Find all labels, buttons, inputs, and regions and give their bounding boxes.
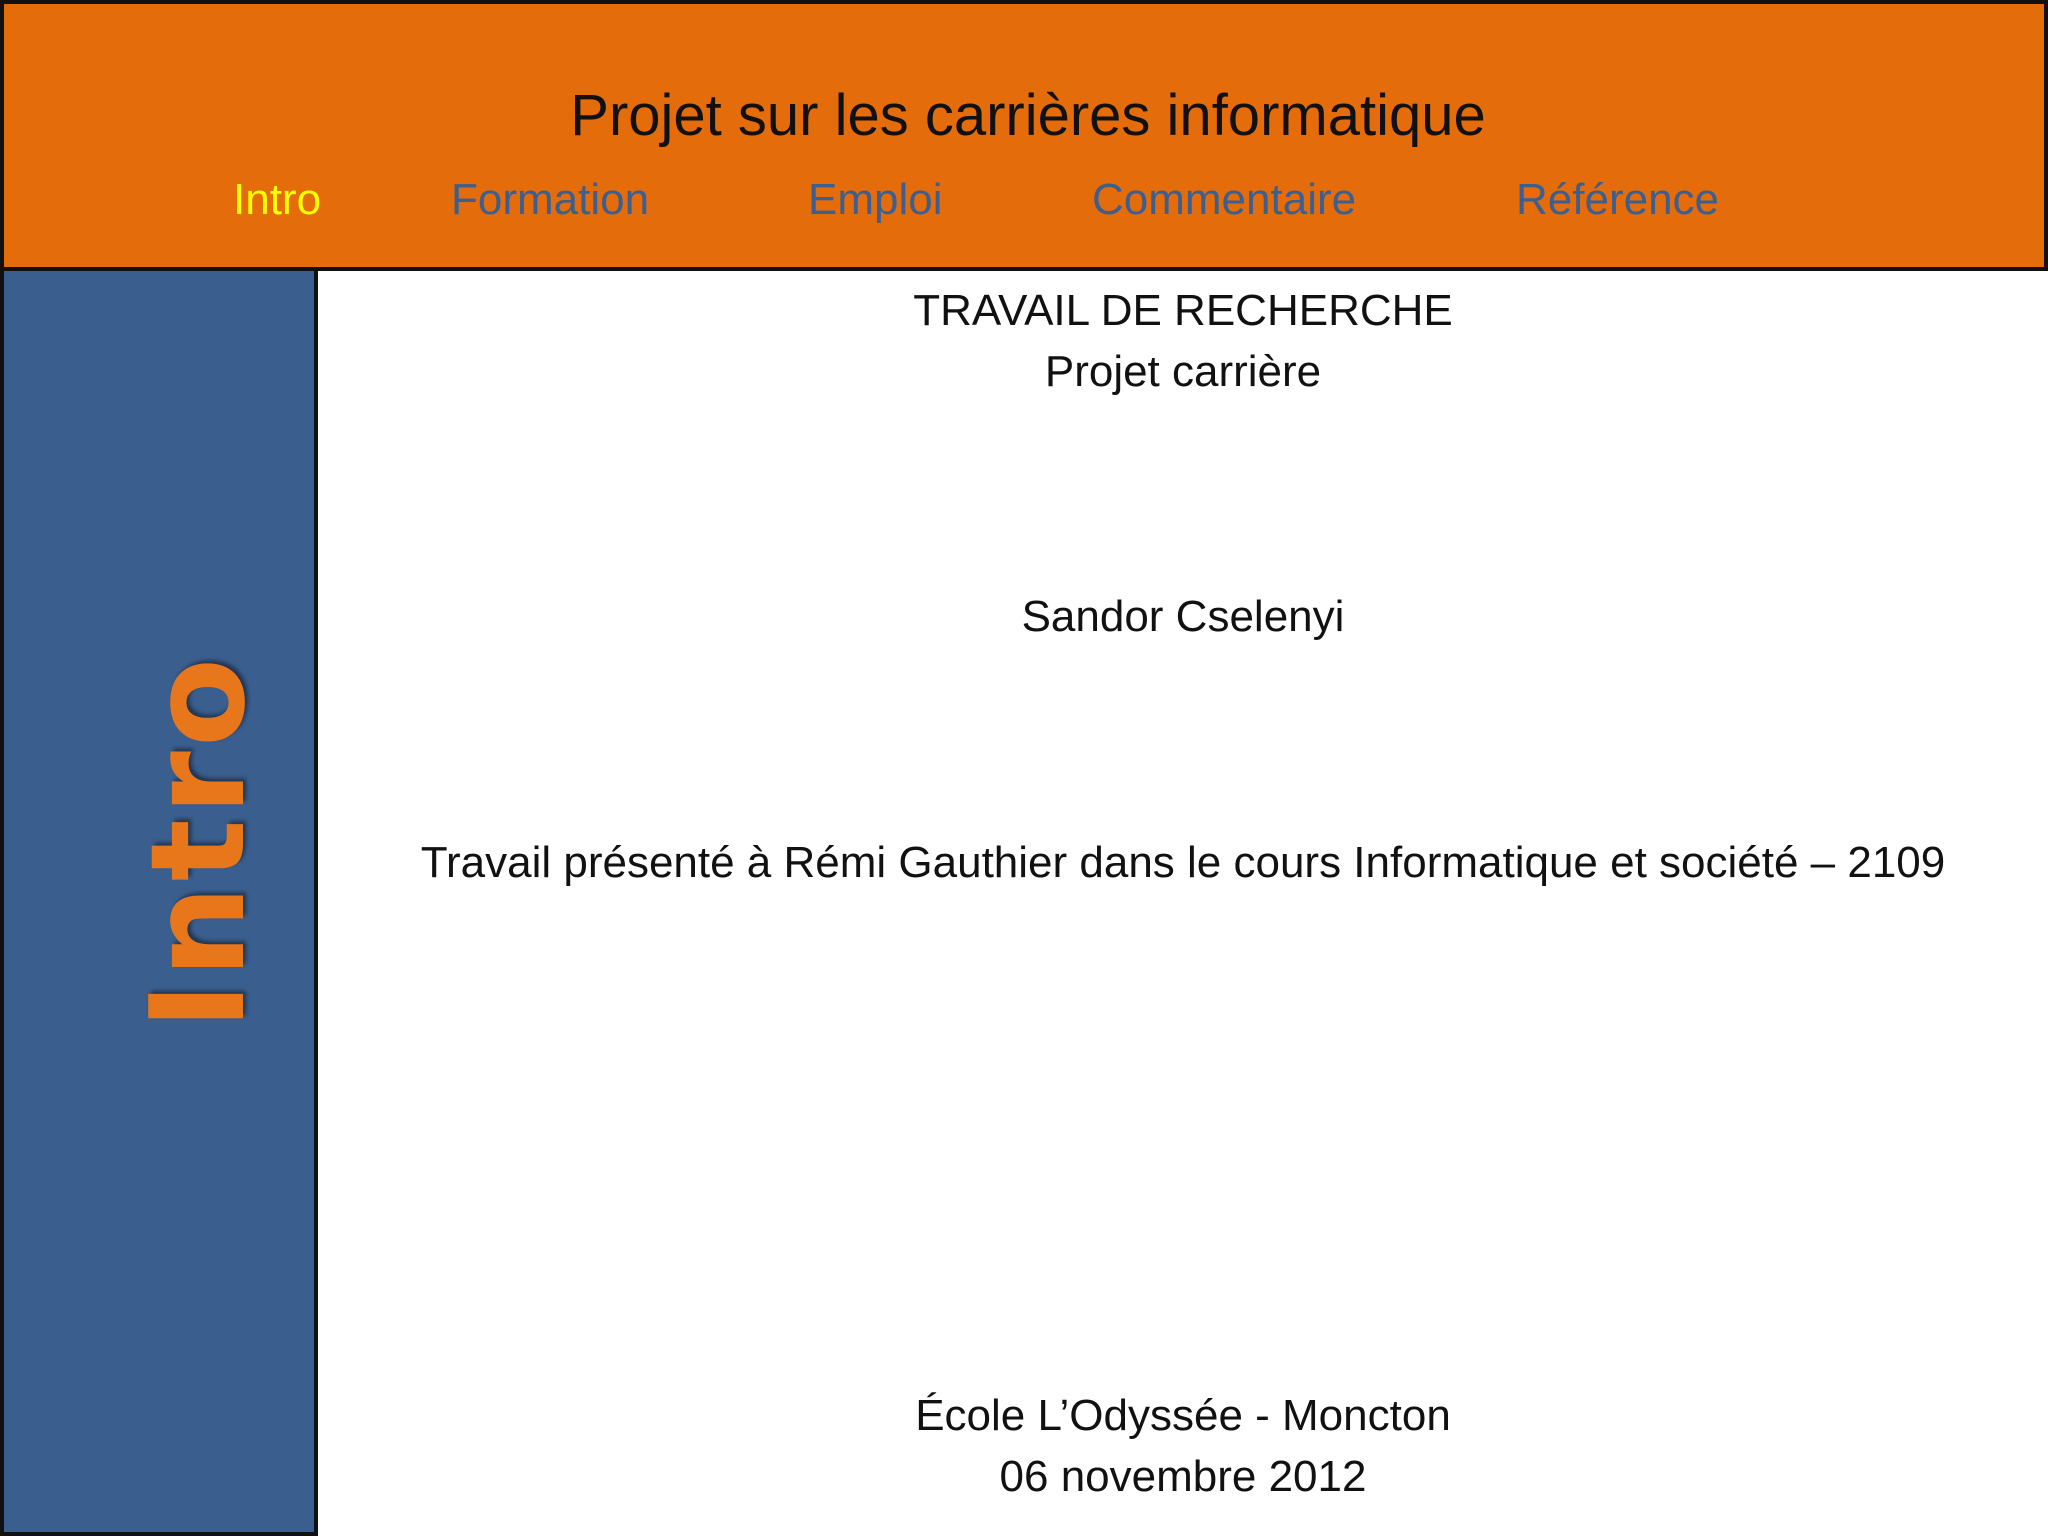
nav-item-commentaire[interactable]: Commentaire [1092, 175, 1357, 224]
school-name: École L’Odyssée - Moncton [915, 1391, 1451, 1440]
nav-item-intro[interactable]: Intro [233, 175, 322, 224]
content-subheading: Projet carrière [1044, 347, 1322, 396]
sidebar-section-label: Intro [122, 653, 274, 1031]
nav-item-formation[interactable]: Formation [451, 175, 650, 224]
header-bar [0, 0, 2048, 271]
presentation-date: 06 novembre 2012 [999, 1452, 1367, 1501]
nav-item-reference[interactable]: Référence [1516, 175, 1720, 224]
author-name: Sandor Cselenyi [1021, 592, 1345, 641]
nav-item-emploi[interactable]: Emploi [808, 175, 943, 224]
presented-to-line: Travail présenté à Rémi Gauthier dans le cours Informatique et société – 2109 [420, 838, 1946, 887]
content-heading: TRAVAIL DE RECHERCHE [913, 286, 1453, 335]
page-title: Projet sur les carrières informatique [570, 83, 1486, 148]
